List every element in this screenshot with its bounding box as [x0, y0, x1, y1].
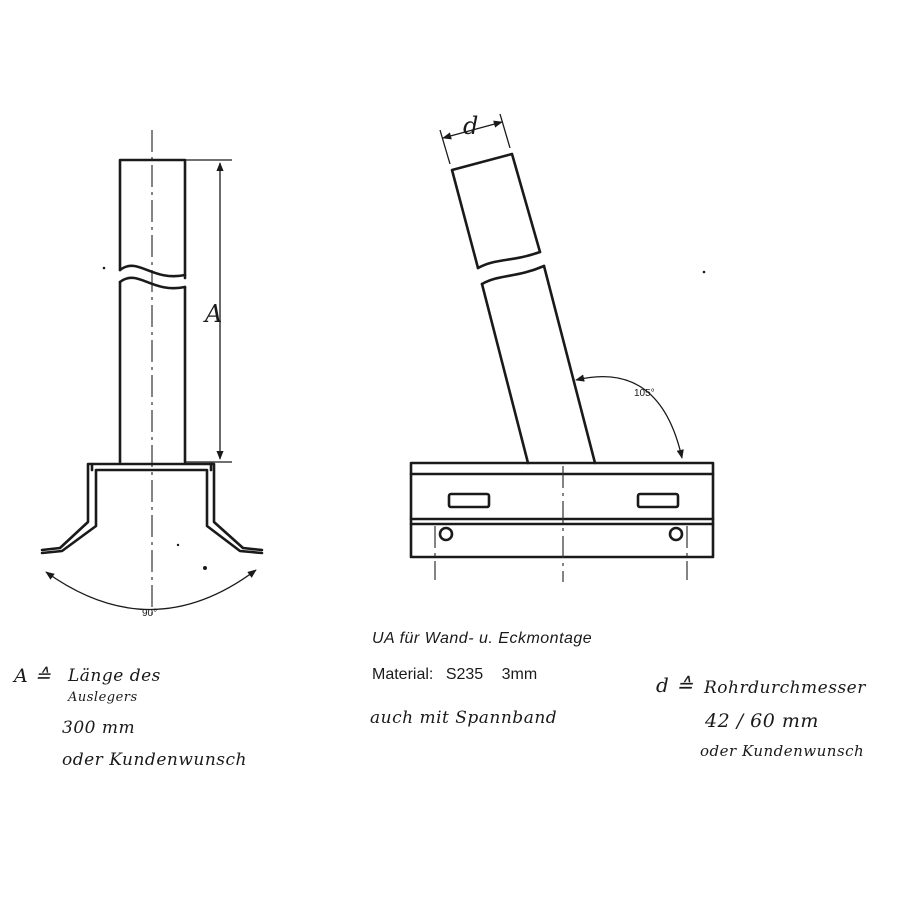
angle-90-arc [46, 570, 256, 610]
mounting-hole-right [670, 528, 682, 540]
legend-d-line3: oder Kundenwunsch [700, 742, 865, 760]
legend-a-line2: Auslegers [68, 690, 138, 705]
right-pipe-break-top [478, 252, 540, 268]
mounting-slot-right [638, 494, 678, 507]
right-view [411, 114, 713, 582]
legend-d-line1: Rohrdurchmesser [704, 678, 866, 698]
right-pipe-upper [452, 154, 540, 268]
product-title-line [372, 628, 592, 648]
stray-dot [177, 544, 179, 546]
mounting-hole-left [440, 528, 452, 540]
material-line [372, 666, 537, 684]
mounting-slot-left [449, 494, 489, 507]
legend-a-line1: Länge des [68, 666, 161, 686]
legend-a-line3: 300 mm [62, 718, 136, 738]
product-title: UA für Wand- u. Eckmontage [372, 630, 593, 647]
stray-dot [103, 267, 106, 270]
angle-105-label: 105° [634, 388, 655, 399]
dimension-a-label: A [205, 300, 223, 328]
angle-90-label: 90° [142, 608, 158, 619]
stray-dot [203, 566, 207, 570]
legend-a-line4: oder Kundenwunsch [62, 750, 247, 770]
right-pipe-lower [482, 266, 595, 463]
clamp-option-note: auch mit Spannband [370, 708, 558, 728]
dim-d-extension-left [440, 130, 450, 164]
material-label: Material: [372, 666, 434, 683]
mounting-plate [411, 463, 713, 557]
left-view [42, 130, 262, 620]
right-pipe-break-bottom [482, 266, 544, 284]
legend-d-line2: 42 / 60 mm [705, 710, 819, 732]
material-grade: S235 [445, 666, 484, 683]
dim-d-extension-right [500, 114, 510, 148]
material-thickness: 3mm [501, 666, 538, 683]
legend-a-symbol: A ≙ [14, 665, 52, 687]
angle-105-arc [576, 377, 682, 458]
dimension-d-label: d [463, 112, 479, 140]
legend-d-symbol: d ≙ [656, 673, 694, 697]
stray-dot [703, 271, 706, 274]
